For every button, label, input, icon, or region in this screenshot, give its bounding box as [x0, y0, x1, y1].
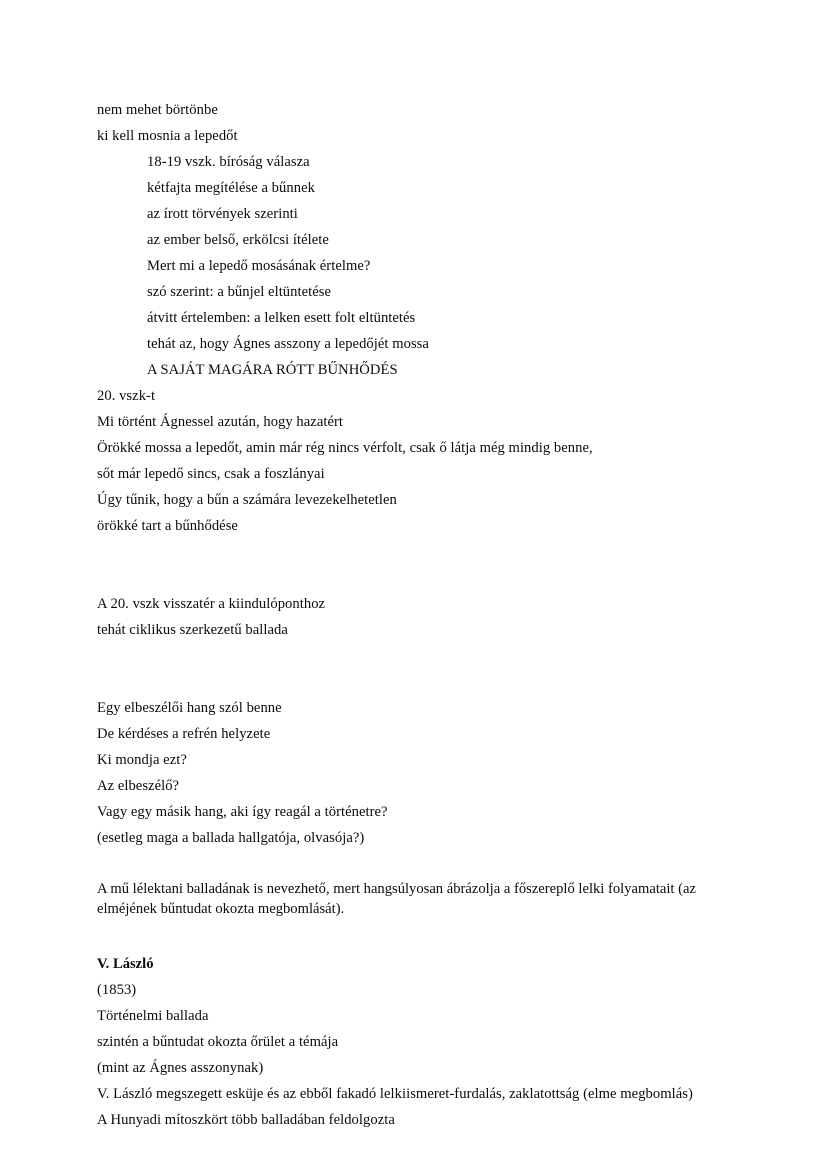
text-line: V. László megszegett esküje és az ebből fakadó lelkiismeret-furdalás, zaklatottság (elme megbomlás): [97, 1086, 693, 1102]
text-line: A Hunyadi mítoszkört több balladában feldolgozta: [97, 1112, 395, 1128]
document-body: [97, 97, 735, 1133]
text-line: Egy elbeszélői hang szól benne: [97, 700, 282, 716]
text-block-agnes-asszony-analysis: [97, 97, 735, 539]
text-line: Mi történt Ágnessel azután, hogy hazatért: [97, 414, 344, 430]
text-line: Úgy tűnik, hogy a bűn a számára levezekelhetetlen: [97, 492, 397, 508]
text-line: Örökké mossa a lepedőt, amin már rég nincs vérfolt, csak ő látja még mindig benne,: [97, 440, 593, 456]
block-spacer: [97, 643, 735, 669]
text-line: (1853): [97, 982, 137, 998]
text-line: 18-19 vszk. bíróság válasza: [147, 154, 310, 170]
text-line: Mert mi a lepedő mosásának értelme?: [147, 258, 371, 274]
text-line: örökké tart a bűnhődése: [97, 518, 238, 534]
section-heading-v-laszlo: V. László: [97, 956, 154, 972]
text-line: De kérdéses a refrén helyzete: [97, 726, 271, 742]
text-line-emphasis-caps: A SAJÁT MAGÁRA RÓTT BŰNHŐDÉS: [147, 362, 398, 378]
block-spacer: [97, 565, 735, 591]
text-line: átvitt értelemben: a lelken esett folt eltüntetés: [147, 310, 416, 326]
text-line: sőt már lepedő sincs, csak a foszlányai: [97, 466, 325, 482]
text-line: szintén a bűntudat okozta őrület a témája: [97, 1034, 339, 1050]
text-line: Történelmi ballada: [97, 1008, 209, 1024]
text-line: A 20. vszk visszatér a kiindulóponthoz: [97, 596, 326, 612]
text-line: Vagy egy másik hang, aki így reagál a történetre?: [97, 804, 388, 820]
paragraph-lelektani-ballada: A mű lélektani balladának is nevezhető, mert hangsúlyosan ábrázolja a főszereplő lelki folyamatait (az elméjének bűntudat okozta megbomlását).: [97, 881, 700, 917]
text-line: (esetleg maga a ballada hallgatója, olvasója?): [97, 830, 365, 846]
section-spacer: [97, 919, 735, 951]
section-v-laszlo: [97, 951, 735, 1133]
text-line: Ki mondja ezt?: [97, 752, 187, 768]
text-line: tehát az, hogy Ágnes asszony a lepedőjét mossa: [147, 336, 429, 352]
text-line: tehát ciklikus szerkezetű ballada: [97, 622, 288, 638]
text-line: (mint az Ágnes asszonynak): [97, 1060, 264, 1076]
text-line: ki kell mosnia a lepedőt: [97, 128, 238, 144]
block-spacer: [97, 539, 735, 565]
block-spacer: [97, 669, 735, 695]
text-line: az ember belső, erkölcsi ítélete: [147, 232, 329, 248]
text-line: nem mehet börtönbe: [97, 102, 218, 118]
text-line: szó szerint: a bűnjel eltüntetése: [147, 284, 332, 300]
text-line: 20. vszk-t: [97, 388, 156, 404]
text-line: Az elbeszélő?: [97, 778, 180, 794]
text-line: kétfajta megítélése a bűnnek: [147, 180, 315, 196]
text-block-elbeszeloi-hang: [97, 695, 735, 851]
text-line: az írott törvények szerinti: [147, 206, 298, 222]
text-block-ciklikus-szerkezet: [97, 591, 735, 643]
